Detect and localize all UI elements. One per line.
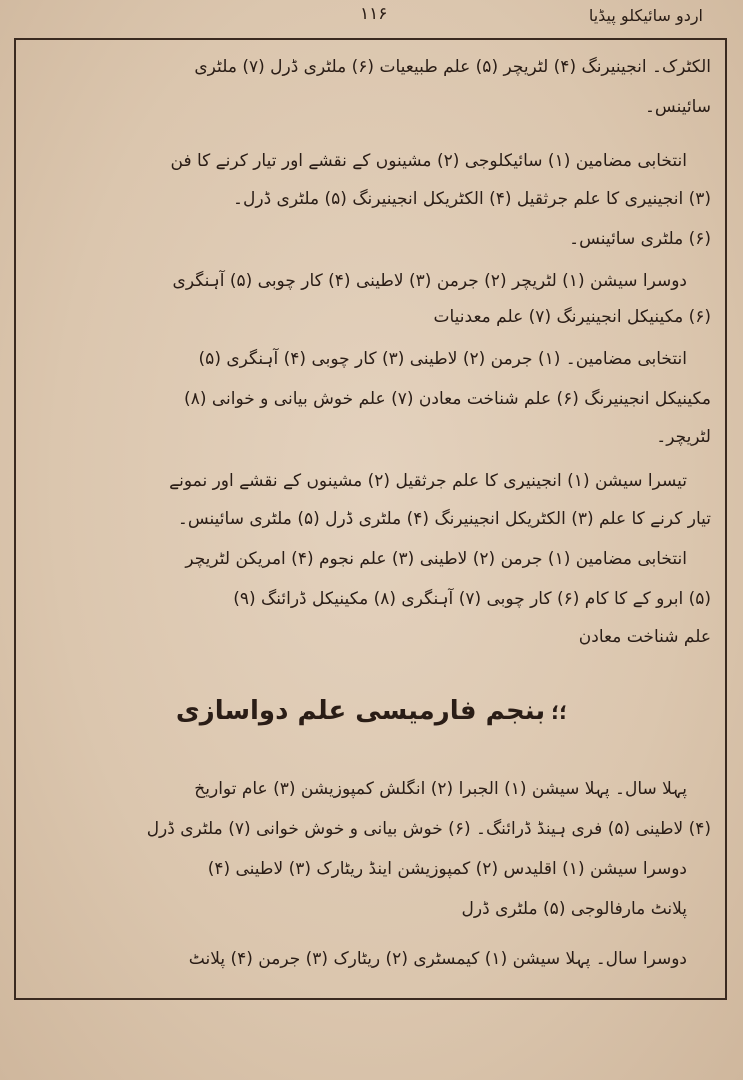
text-line: (۶) مکینیکل انجینیرنگ (۷) علم معدنیات xyxy=(433,307,711,327)
text-line: تیسرا سیشن (۱) انجینیری کا علم جرثقیل (۲) مشینوں کے نقشے اور نمونے xyxy=(169,471,687,491)
text-line: علم شناخت معادن xyxy=(578,627,711,647)
section-heading xyxy=(22,696,721,726)
text-line: (۶) ملٹری سائینس۔ xyxy=(569,229,711,249)
text-line: انتخابی مضامین (۱) سائیکلوجی (۲) مشینوں کے نقشے اور تیار کرنے کا فن xyxy=(170,151,687,171)
running-title: اردو سائیکلو پیڈیا xyxy=(588,6,703,25)
text-line: دوسرا سیشن (۱) اقلیدس (۲) کمپوزیشن اینڈ ریٹارک (۳) لاطینی (۴) xyxy=(207,859,687,879)
text-line: الکٹرک۔ انجینیرنگ (۴) لٹریچر (۵) علم طبیعیات (۶) ملٹری ڈرل (۷) ملٹری xyxy=(194,57,711,77)
text-line: مکینیکل انجینیرنگ (۶) علم شناخت معادن (۷) علم خوش بیانی و خوانی (۸) xyxy=(184,389,711,409)
text-line: انتخابی مضامین۔ (۱) جرمن (۲) لاطینی (۳) کار چوبی (۴) آہنگری (۵) xyxy=(198,349,687,369)
text-line: (۳) انجینیری کا علم جرثقیل (۴) الکٹریکل انجینیرنگ (۵) ملٹری ڈرل۔ xyxy=(233,189,711,209)
heading-mark: ؛؛ xyxy=(551,700,568,724)
text-line: (۵) ابرو کے کا کام (۶) کار چوبی (۷) آہنگری (۸) مکینیکل ڈرائنگ (۹) xyxy=(233,589,711,609)
text-line: تیار کرنے کا علم (۳) الکٹریکل انجینیرنگ (۴) ملٹری ڈرل (۵) ملٹری سائینس۔ xyxy=(177,509,711,529)
text-line: دوسرا سال۔ پہلا سیشن (۱) کیمسٹری (۲) ریٹارک (۳) جرمن (۴) پلانٹ xyxy=(188,949,687,969)
text-line: انتخابی مضامین (۱) جرمن (۲) لاطینی (۳) علم نجوم (۴) امریکن لٹریچر xyxy=(185,549,687,569)
text-line: پلانٹ مارفالوجی (۵) ملٹری ڈرل xyxy=(461,899,687,919)
text-line: دوسرا سیشن (۱) لٹریچر (۲) جرمن (۳) لاطینی (۴) کار چوبی (۵) آہنگری xyxy=(172,271,687,291)
text-line: سائینس۔ xyxy=(644,97,711,117)
page-content xyxy=(22,46,721,991)
section-heading-title: بنجم فارمیسی علم دواسازی xyxy=(175,696,546,726)
text-line: لٹریچر۔ xyxy=(656,427,711,447)
text-line: (۴) لاطینی (۵) فری ہینڈ ڈرائنگ۔ (۶) خوش بیانی و خوش خوانی (۷) ملٹری ڈرل xyxy=(146,819,711,839)
page-number: ۱۱۶ xyxy=(360,4,388,24)
page-header xyxy=(0,2,743,36)
text-line: پہلا سال۔ پہلا سیشن (۱) الجبرا (۲) انگلش کمپوزیشن (۳) عام تواریخ xyxy=(194,779,687,799)
